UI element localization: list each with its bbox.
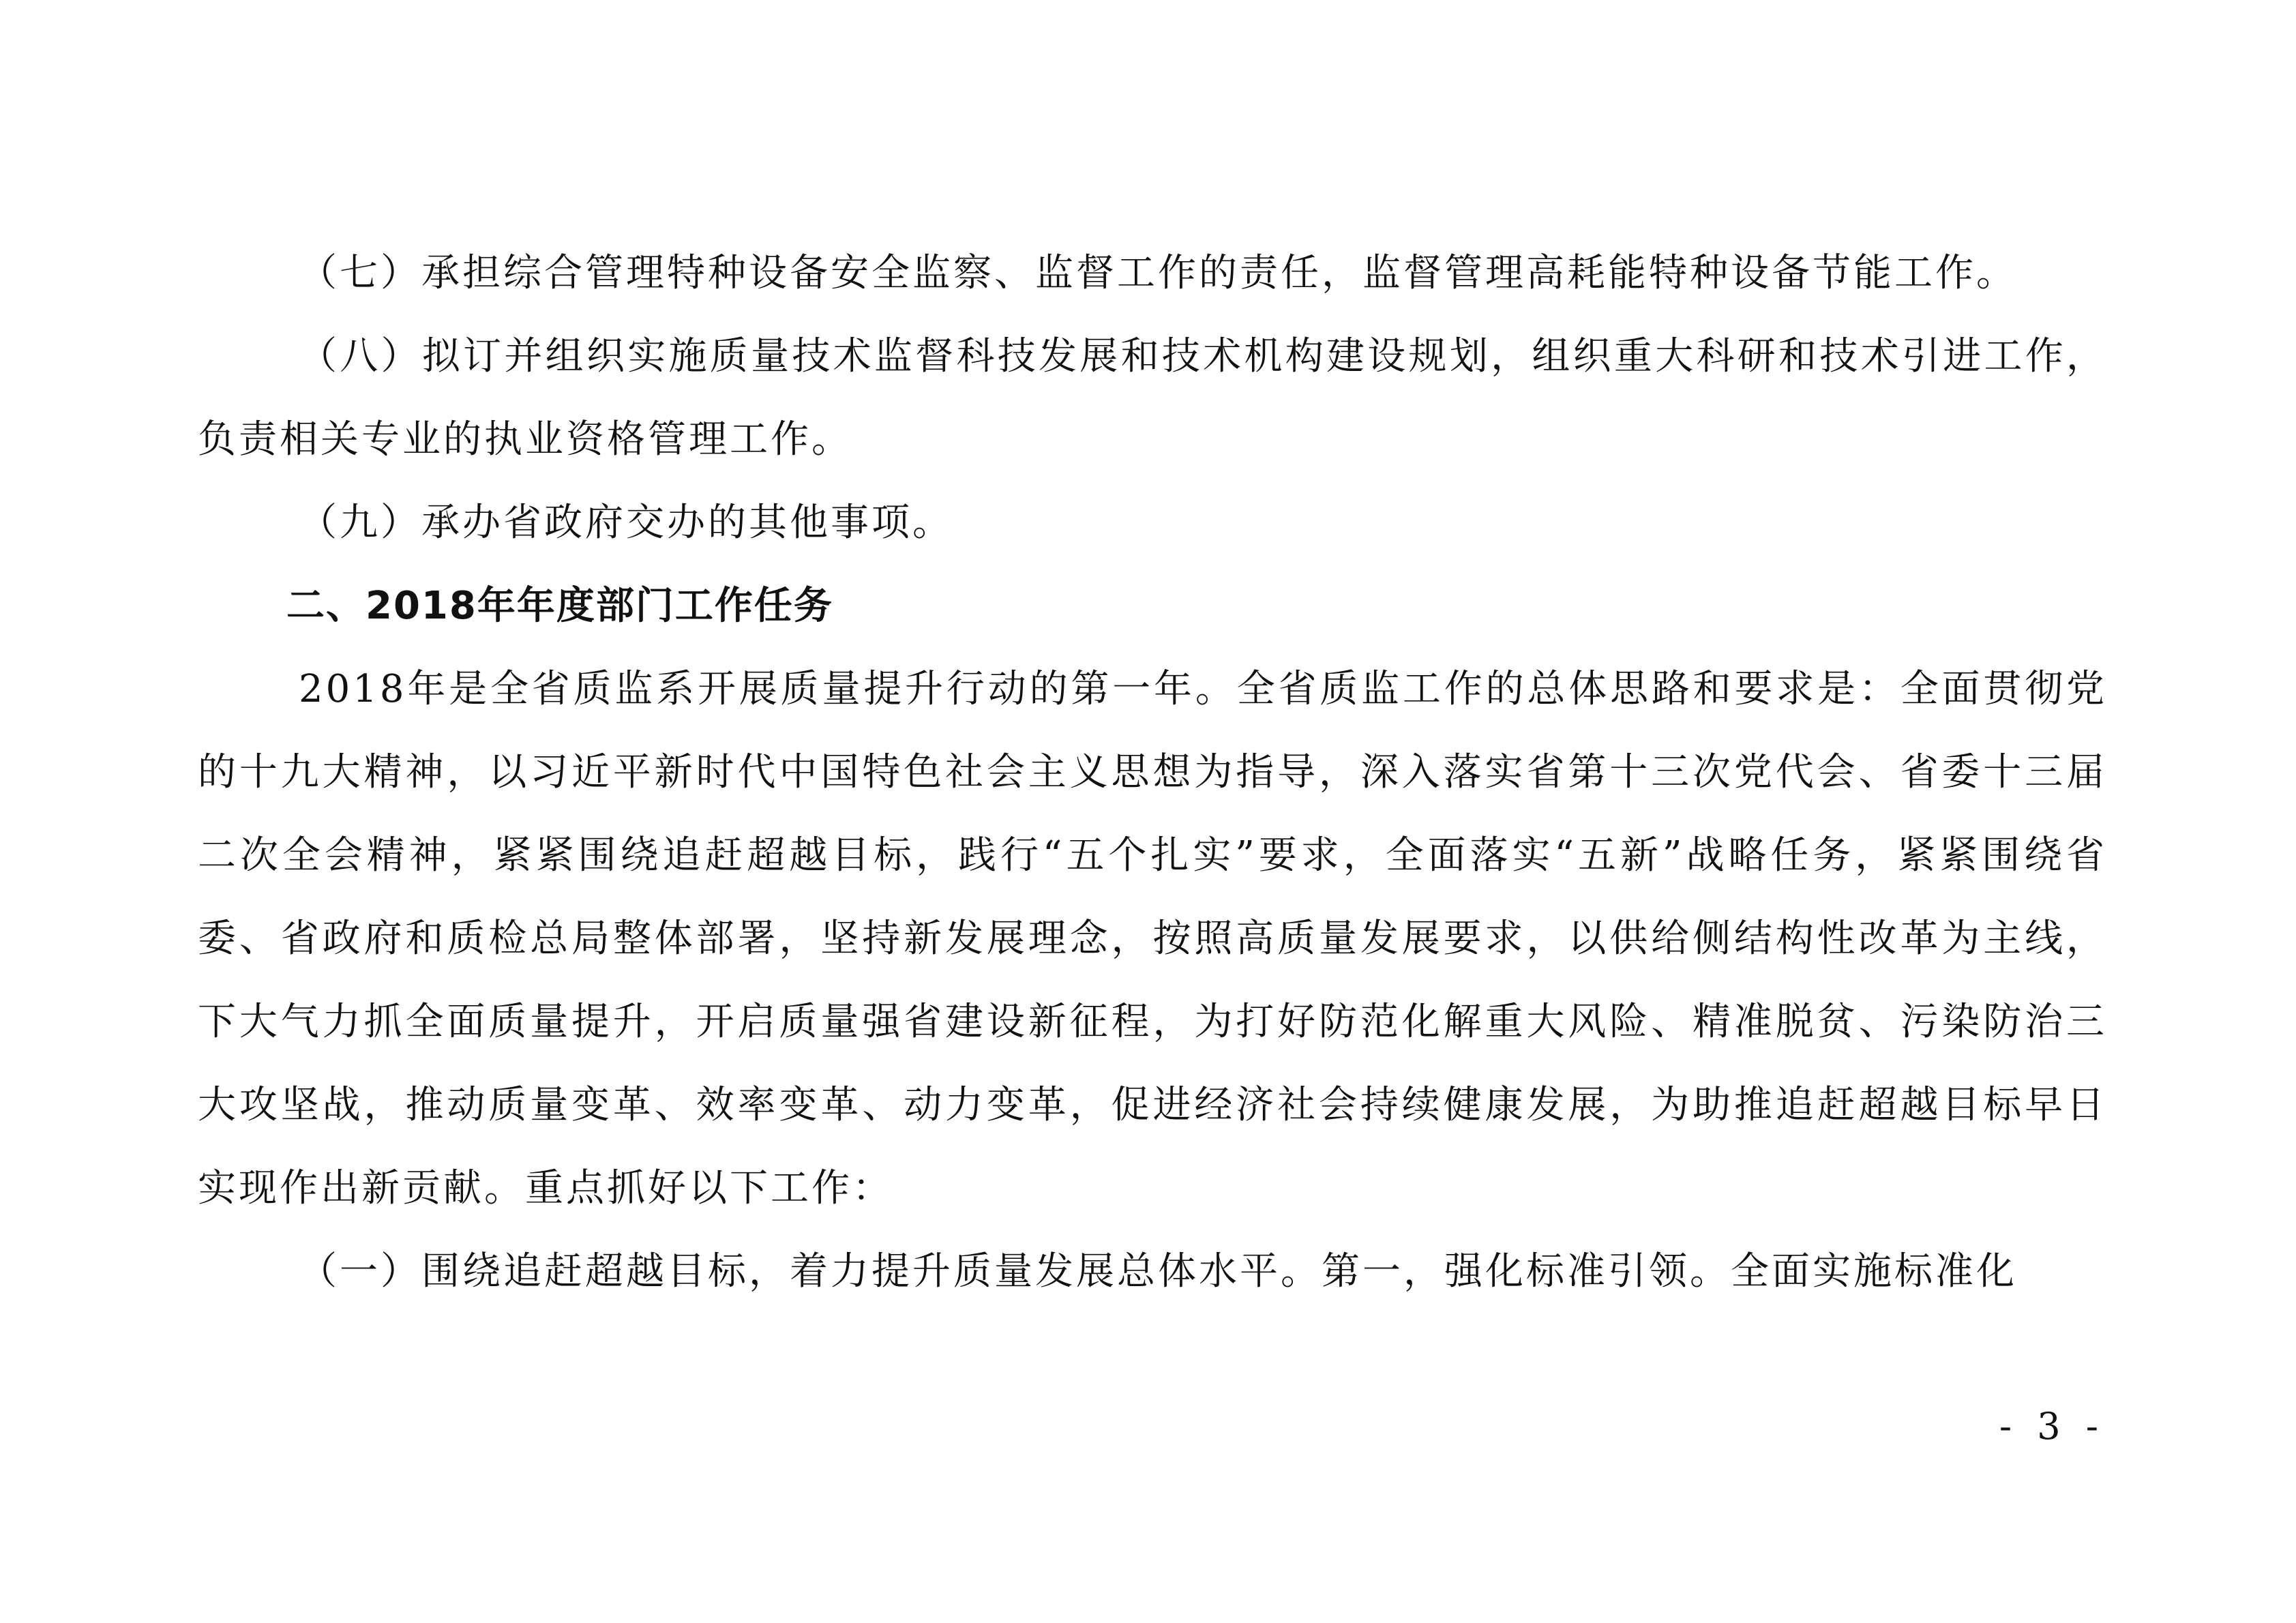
paragraph-item-9: （九）承办省政府交办的其他事项。 [299,501,953,545]
page-number: - 3 - [1999,1405,2105,1448]
intro-paragraph: 2018年是全省质监系开展质量提升行动的第一年。全省质监工作的总体思路和要求是：全面贯彻党的十九大精神，以习近平新时代中国特色社会主义思想为指导，深入落实省第十三次党代会、省委十三届二次全会精神，紧紧围绕追赶超越目标，践行“五个扎实”要求，全面落实“五新”战略任务，紧紧围绕省委、省政府和质检总局整体部署，坚持新发展理念，按照高质量发展要求，以供给侧结构性改革为主线，下大气力抓全面质量提升，开启质量强省建设新征程，为打好防范化解重大风险、精准脱贫、污染防治三大攻坚战，推动质量变革、效率变革、动力变革，促进经济社会持续健康发展，为助推追赶超越目标早日实现作出新贡献。重点抓好以下工作： [198,667,2107,1210]
paragraph-item-8: （八）拟订并组织实施质量技术监督科技发展和技术机构建设规划，组织重大科研和技术引进工作，负责相关专业的执业资格管理工作。 [198,334,2107,462]
document-body [198,232,2107,1313]
section-heading: 二、2018年年度部门工作任务 [286,584,833,628]
paragraph-item-7: （七）承担综合管理特种设备安全监察、监督工作的责任，监督管理高耗能特种设备节能工作。 [299,251,2017,295]
paragraph-item-1: （一）围绕追赶超越目标，着力提升质量发展总体水平。第一，强化标准引领。全面实施标准化 [299,1249,2017,1294]
